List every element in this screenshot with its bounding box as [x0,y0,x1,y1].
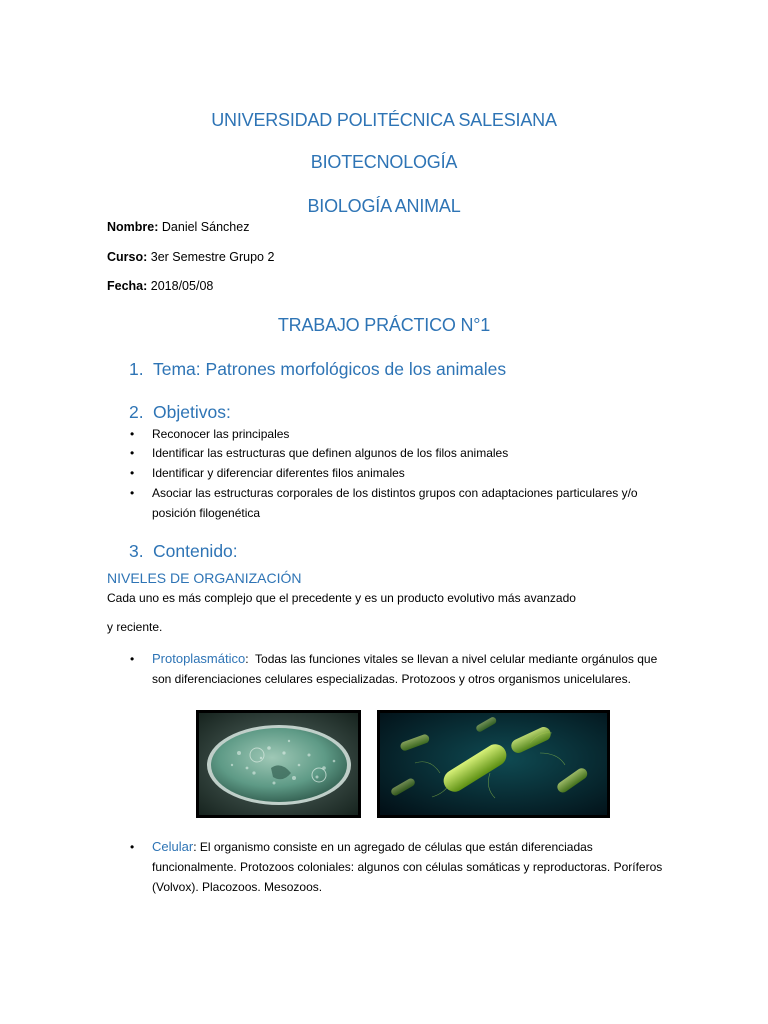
paramecium-illustration [199,713,358,815]
course-label: Curso: [107,250,148,264]
section-label: Contenido: [153,541,238,561]
section-number: 1. [129,359,144,379]
bacteria-illustration [380,713,607,815]
university-title: UNIVERSIDAD POLITÉCNICA SALESIANA [211,110,557,130]
career-title: BIOTECNOLOGÍA [310,152,458,172]
list-item [0,443,768,463]
bullet-icon: • [130,486,135,500]
list-item [0,837,768,897]
objective-text: Asociar las estructuras corporales de los distintos grupos con adaptaciones particulares y/o posición filogenética [152,486,638,520]
level-sep: : [245,652,249,666]
section-heading-3 [129,541,238,562]
section-label: Tema: Patrones morfológicos de los animales [153,359,507,379]
level-term: Celular [152,839,194,854]
intro-line-2: y reciente. [107,620,163,634]
intro-line-1: Cada uno es más complejo que el precedente y es un producto evolutivo más avanzado [107,591,576,605]
list-item [0,483,768,523]
bullet-icon: • [130,652,135,666]
name-label: Nombre: [107,220,159,234]
list-item [0,463,768,483]
section-heading-2 [129,402,231,423]
bullet-icon: • [130,466,135,480]
date-label: Fecha: [107,279,148,293]
objective-text: Identificar las estructuras que definen algunos de los filos animales [152,446,509,460]
section-number: 2. [129,402,144,422]
name-value: Daniel Sánchez [161,220,250,234]
list-item [0,649,768,709]
bullet-icon: • [130,446,135,460]
section-heading-1 [129,359,506,380]
level-term: Protoplasmático [152,651,246,666]
level-description [152,649,672,689]
content-subheading: NIVELES DE ORGANIZACIÓN [107,570,302,586]
student-name [107,220,249,234]
level-text: El organismo consiste en un agregado de células que están diferenciadas funcionalmente. Protozoos coloniales: algunos con células somáticas y reproductoras. Poríferos (Volvox). Placozoos. Mesozoos. [152,840,663,894]
course [107,250,274,264]
section-number: 3. [129,541,144,561]
date-value: 2018/05/08 [150,279,214,293]
paramecium-image [196,710,361,818]
level-description [152,837,672,897]
level-text: Todas las funciones vitales se llevan a nivel celular mediante orgánulos que son diferenciaciones celulares especializadas. Protozoos y otros organismos unicelulares. [152,652,658,686]
work-title: TRABAJO PRÁCTICO N°1 [277,315,491,335]
objective-text: Identificar y diferenciar diferentes filos animales [152,466,405,480]
date [107,279,213,293]
bullet-icon: • [130,840,135,854]
section-label: Objetivos: [153,402,231,422]
course-value: 3er Semestre Grupo 2 [150,250,275,264]
level-sep: : [193,840,197,854]
subject-title: BIOLOGÍA ANIMAL [307,196,461,216]
bullet-icon: • [130,427,135,441]
objective-text: Reconocer las principales [152,427,290,441]
list-item [0,424,768,444]
bacteria-image [377,710,610,818]
